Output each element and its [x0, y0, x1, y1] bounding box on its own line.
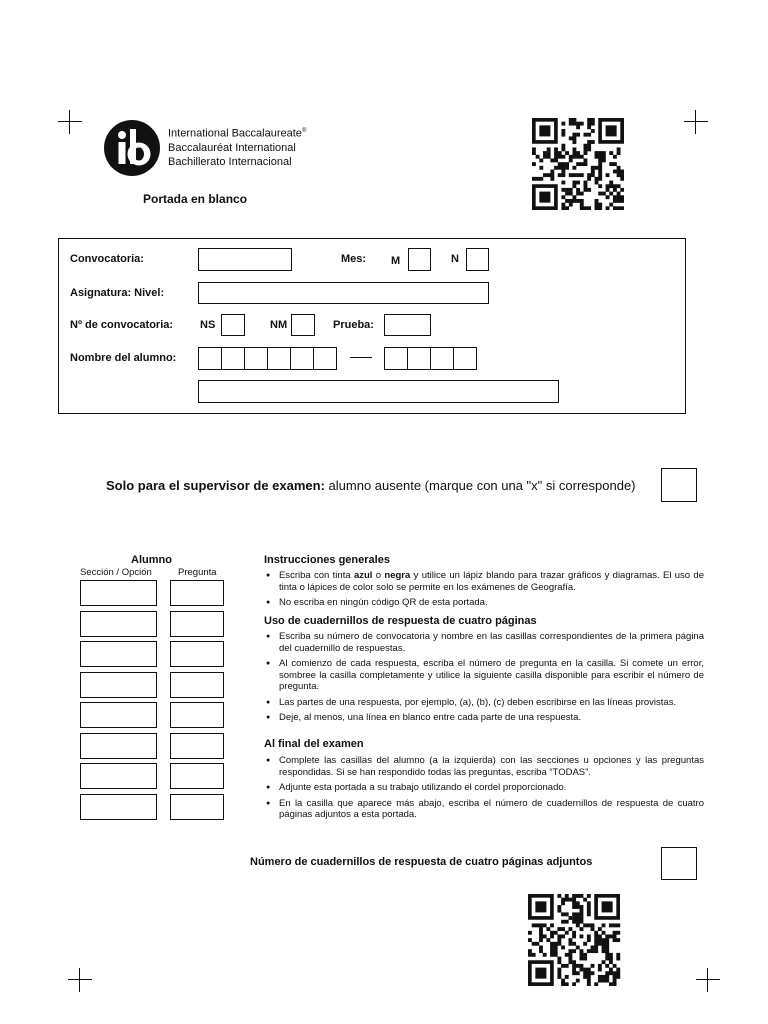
logo-line-en: International Baccalaureate — [168, 127, 302, 140]
candidate-number-digit-10[interactable] — [453, 347, 477, 370]
question-box-1[interactable] — [170, 580, 224, 606]
logo-line-es: Bachillerato Internacional — [168, 155, 292, 168]
candidate-number-digit-2[interactable] — [221, 347, 245, 370]
question-box-7[interactable] — [170, 763, 224, 789]
instr-text: Escriba con tinta — [279, 570, 354, 581]
end-instruction-2: ● Adjunte esta portada a su trabajo utilizando el cordel proporcionado. — [264, 782, 704, 794]
general-instruction-2: ● No escriba en ningún código QR de esta portada. — [264, 597, 704, 609]
general-instructions-heading: Instrucciones generales — [264, 554, 390, 566]
question-box-6[interactable] — [170, 733, 224, 759]
instr-bold-negra: negra — [384, 570, 411, 581]
section-box-4[interactable] — [80, 672, 157, 698]
section-box-3[interactable] — [80, 641, 157, 667]
usage-instruction-1: ● Escriba su número de convocatoria y nombre en las casillas correspondientes de la primera página del cuadernillo de respuestas. — [264, 631, 704, 654]
convocatoria-label: Convocatoria: — [70, 253, 144, 265]
nm-checkbox[interactable] — [291, 314, 315, 336]
candidate-number-digit-6[interactable] — [313, 347, 337, 370]
section-box-5[interactable] — [80, 702, 157, 728]
general-instruction-1 — [264, 570, 704, 593]
num-convocatoria-label: Nº de convocatoria: — [70, 319, 174, 331]
prueba-field[interactable] — [384, 314, 431, 336]
question-box-2[interactable] — [170, 611, 224, 637]
end-instruction-3: ● En la casilla que aparece más abajo, escriba el número de cuadernillos de respuesta de cuatro páginas adjuntos a esta portada. — [264, 798, 704, 821]
question-box-4[interactable] — [170, 672, 224, 698]
pregunta-heading: Pregunta — [178, 567, 217, 578]
usage-list — [264, 631, 704, 728]
qr-code-bottom — [528, 894, 622, 986]
nm-label: NM — [270, 319, 288, 331]
attached-booklets-box[interactable] — [661, 847, 697, 880]
usage-instruction-4: ● Deje, al menos, una línea en blanco entre cada parte de una respuesta. — [264, 712, 704, 724]
question-box-3[interactable] — [170, 641, 224, 667]
page-title: Portada en blanco — [143, 192, 248, 206]
instr-text: o — [372, 570, 385, 581]
mes-m-label: M — [391, 255, 401, 267]
supervisor-note-text: alumno ausente (marque con una "x" si corresponde) — [328, 478, 636, 493]
student-name-field[interactable] — [198, 380, 559, 403]
section-box-8[interactable] — [80, 794, 157, 820]
attached-booklets-label: Número de cuadernillos de respuesta de cuatro páginas adjuntos — [250, 856, 593, 868]
asignatura-label: Asignatura: Nivel: — [70, 287, 165, 299]
end-instruction-1: ● Complete las casillas del alumno (a la izquierda) con las secciones u opciones y las preguntas respondidas. Si se han respondido todas las preguntas, escriba “TODAS”. — [264, 755, 704, 778]
logo-line-fr: Baccalauréat International — [168, 141, 296, 154]
usage-instruction-3: ● Las partes de una respuesta, por ejemplo, (a), (b), (c) deben escribirse en las líneas provistas. — [264, 697, 704, 709]
mes-n-label: N — [451, 253, 459, 265]
instr-bold-azul: azul — [353, 570, 373, 581]
general-instructions-list — [264, 570, 704, 613]
ns-label: NS — [200, 319, 216, 331]
section-box-6[interactable] — [80, 733, 157, 759]
end-heading: Al final del examen — [264, 738, 364, 750]
section-box-1[interactable] — [80, 580, 157, 606]
mes-label: Mes: — [341, 253, 367, 265]
prueba-label: Prueba: — [333, 319, 374, 331]
number-separator — [350, 357, 372, 358]
ib-logo-icon — [104, 120, 160, 176]
alumno-heading: Alumno — [131, 554, 172, 566]
ns-checkbox[interactable] — [221, 314, 245, 336]
section-box-7[interactable] — [80, 763, 157, 789]
qr-code-top — [532, 118, 624, 210]
candidate-number-digit-1[interactable] — [198, 347, 222, 370]
seccion-heading: Sección / Opción — [80, 567, 152, 578]
supervisor-note-bold: Solo para el supervisor de examen: — [106, 478, 325, 493]
convocatoria-field[interactable] — [198, 248, 292, 271]
question-box-8[interactable] — [170, 794, 224, 820]
logo-registered: ® — [301, 128, 307, 134]
crop-mark-top-right — [684, 110, 708, 134]
asignatura-field[interactable] — [198, 282, 489, 304]
end-list — [264, 755, 704, 825]
candidate-number-digit-9[interactable] — [430, 347, 454, 370]
candidate-number-digit-7[interactable] — [384, 347, 408, 370]
absent-checkbox[interactable] — [661, 468, 697, 502]
supervisor-note — [106, 478, 636, 493]
section-box-2[interactable] — [80, 611, 157, 637]
crop-mark-bottom-left — [68, 968, 92, 992]
instr-text: y utilice un lápiz blando para trazar gráficos y diagramas. El uso de tinta o lápices de color solo se permite en los exámenes de Geografía. — [279, 570, 705, 593]
nombre-label: Nombre del alumno: — [70, 352, 177, 364]
candidate-number-digit-4[interactable] — [267, 347, 291, 370]
usage-heading: Uso de cuadernillos de respuesta de cuatro páginas — [264, 615, 537, 627]
usage-instruction-2: ● Al comienzo de cada respuesta, escriba el número de pregunta en la casilla. Si comete un error, sombree la casilla completamente y utilice la siguiente casilla disponible para escribir el número de pregunta. — [264, 658, 704, 693]
ib-logo-text — [168, 124, 306, 169]
crop-mark-top-left — [58, 110, 82, 134]
candidate-number-digit-8[interactable] — [407, 347, 431, 370]
question-box-5[interactable] — [170, 702, 224, 728]
candidate-number-digit-5[interactable] — [290, 347, 314, 370]
candidate-number-digit-3[interactable] — [244, 347, 268, 370]
mes-m-checkbox[interactable] — [408, 248, 431, 271]
crop-mark-bottom-right — [696, 968, 720, 992]
mes-n-checkbox[interactable] — [466, 248, 489, 271]
